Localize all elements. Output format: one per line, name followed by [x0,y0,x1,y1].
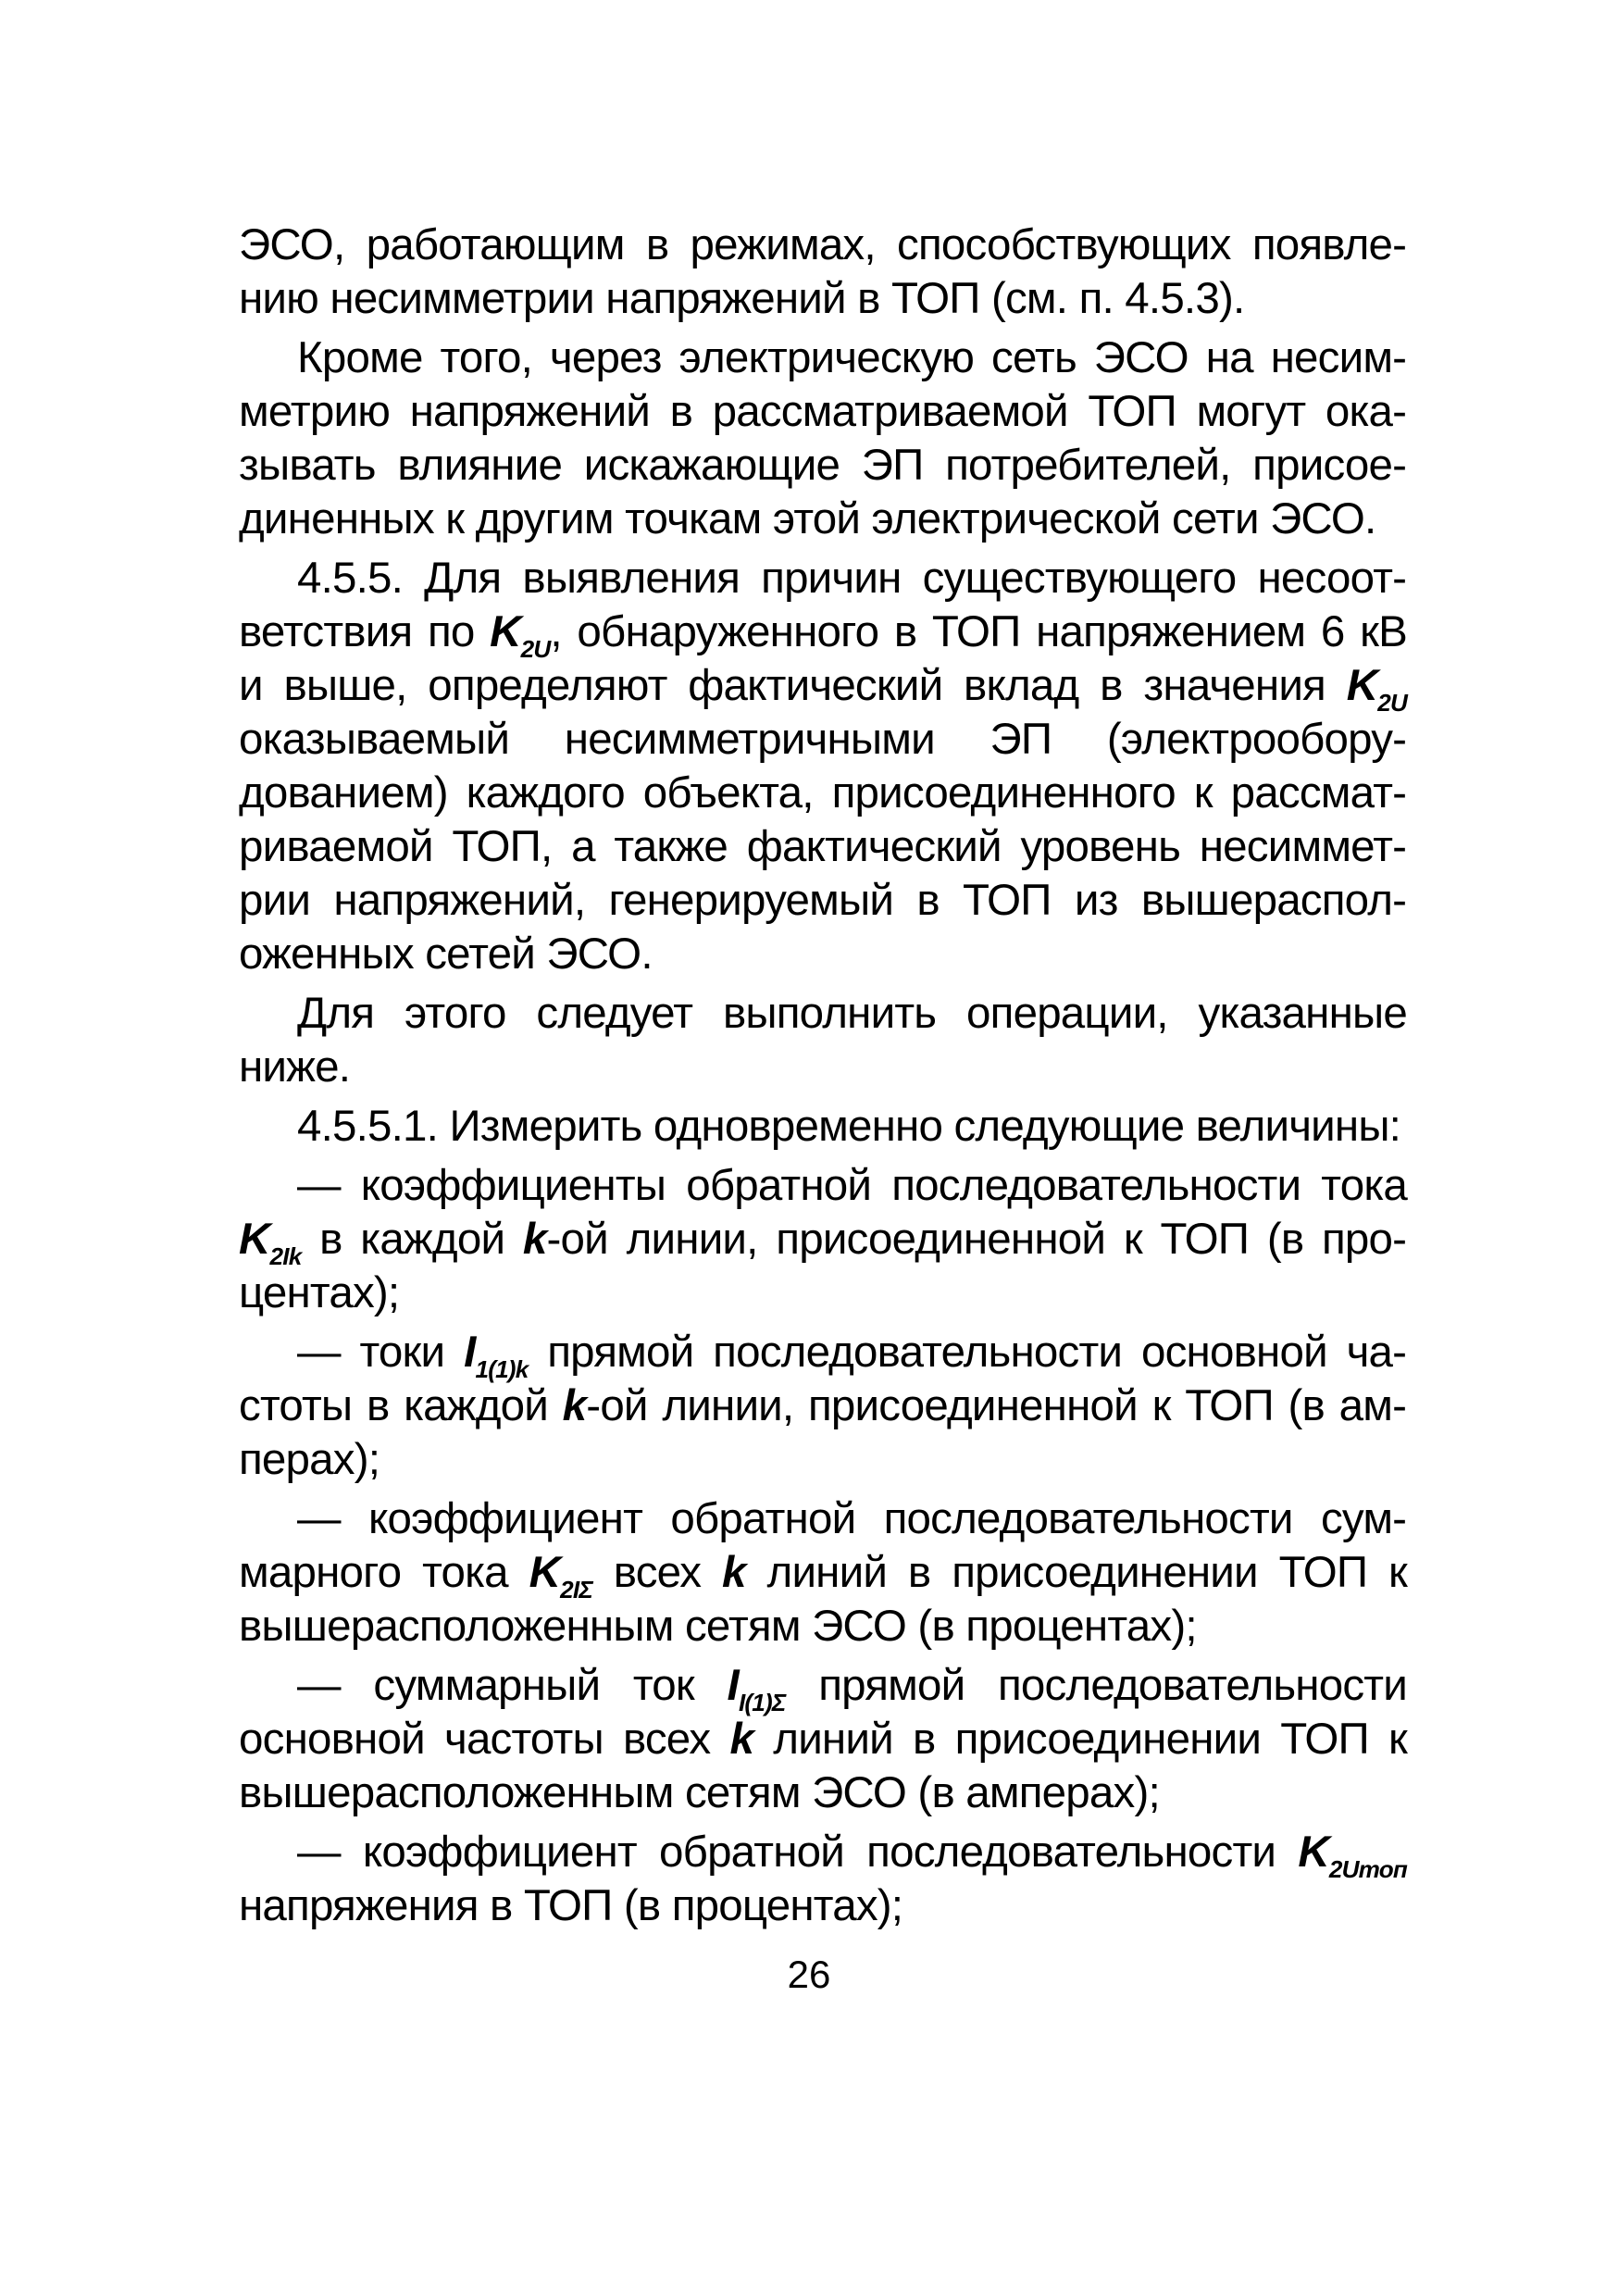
math-symbol [523,1215,547,1264]
paragraph-p6 [239,1159,1407,1320]
text-run: оказываемый несимметричными ЭП (электрооборудованием) каждого объекта, присоединенного к рассматриваемой ТОП, а также фактический уровень несимметрии напряжений, генерируемый в ТОП из вышерасположенных сетей ЭСО. [239,715,1407,979]
paragraph-p7 [239,1326,1407,1487]
paragraph-p8 [239,1492,1407,1653]
text-run: всех [591,1548,723,1597]
text-run: Кроме того, через электрическую сеть ЭСО на несимметрию напряжений в рассматриваемой ТОП могут оказывать влияние искажающие ЭП потребителей, присоединенных к другим точкам этой электрической сети ЭСО. [239,333,1407,543]
symbol-base: K [1298,1828,1329,1877]
paragraph-p5 [239,1100,1407,1154]
paragraph-p9 [239,1659,1407,1820]
text-run: линий в присоединении ТОП к вышерасположенным сетям ЭСО (в амперах); [239,1715,1407,1817]
math-symbol [239,1215,302,1270]
symbol-subscript: 2Uтоп [1328,1854,1407,1883]
symbol-base: K [239,1215,270,1264]
text-run: — коэффициент обратной последовательности [297,1828,1299,1877]
text-run: — коэффициенты обратной последовательности тока [297,1161,1407,1210]
text-run: -ой линии, присоединенной к ТОП (в процентах); [239,1215,1407,1317]
symbol-base: K [490,607,521,656]
symbol-base: k [522,1215,547,1264]
text-run: линий в присоединении ТОП к вышерасположенным сетям ЭСО (в процентах); [239,1548,1408,1651]
symbol-subscript: 2U [520,634,551,663]
symbol-subscript: I(1)Σ [738,1688,786,1716]
symbol-subscript: 2U [1377,688,1407,717]
text-run: ЭСО, работающим в режимах, способствующих появлению несимметрии напряжений в ТОП (см. п. 4.5.3). [239,220,1407,323]
paragraph-p2 [239,331,1407,546]
symbol-subscript: 2Ik [269,1242,302,1270]
symbol-subscript: 2IΣ [560,1575,592,1603]
math-symbol [464,1328,529,1383]
text-run: — суммарный ток [297,1661,728,1710]
text-run: напряжения в ТОП (в процентах); [239,1881,903,1930]
math-symbol [563,1381,587,1430]
symbol-subscript: 1(1)k [475,1354,529,1383]
text-run: — коэффициент обратной последовательности суммарного тока [239,1494,1407,1597]
text-run: , обнаруженного в ТОП напряжением 6 кВ и выше, определяют фактический вклад в значения [239,607,1407,710]
math-symbol [722,1548,746,1597]
text-run: -ой линии, присоединенной к ТОП (в амперах); [239,1381,1407,1484]
symbol-base: K [1346,661,1378,710]
symbol-base: k [722,1548,746,1597]
paragraph-p1 [239,218,1407,326]
text-run: прямой последовательности основной частоты всех [239,1661,1407,1764]
paragraph-p10 [239,1826,1407,1933]
text-run: 4.5.5. Для выявления причин существующего несоответствия по [239,554,1407,656]
text-run: 4.5.5.1. Измерить одновременно следующие величины: [297,1102,1401,1151]
math-symbol [490,607,551,663]
symbol-base: k [562,1381,587,1430]
symbol-base: I [464,1328,476,1377]
text-run: в каждой [301,1215,523,1264]
math-symbol [730,1715,754,1764]
text-run: прямой последовательности основной частоты в каждой [239,1328,1407,1430]
text-run: — токи [297,1328,465,1377]
text-run: Для этого следует выполнить операции, указанные ниже. [239,989,1407,1092]
body-text [239,218,1407,1939]
math-symbol [727,1661,786,1716]
math-symbol [529,1548,592,1603]
page-number: 26 [787,1953,831,1996]
math-symbol [1346,661,1407,717]
symbol-base: I [727,1661,739,1710]
paragraph-p4 [239,987,1407,1094]
symbol-base: k [729,1715,754,1764]
paragraph-p3 [239,552,1407,981]
symbol-base: K [529,1548,561,1597]
math-symbol [1298,1828,1407,1883]
